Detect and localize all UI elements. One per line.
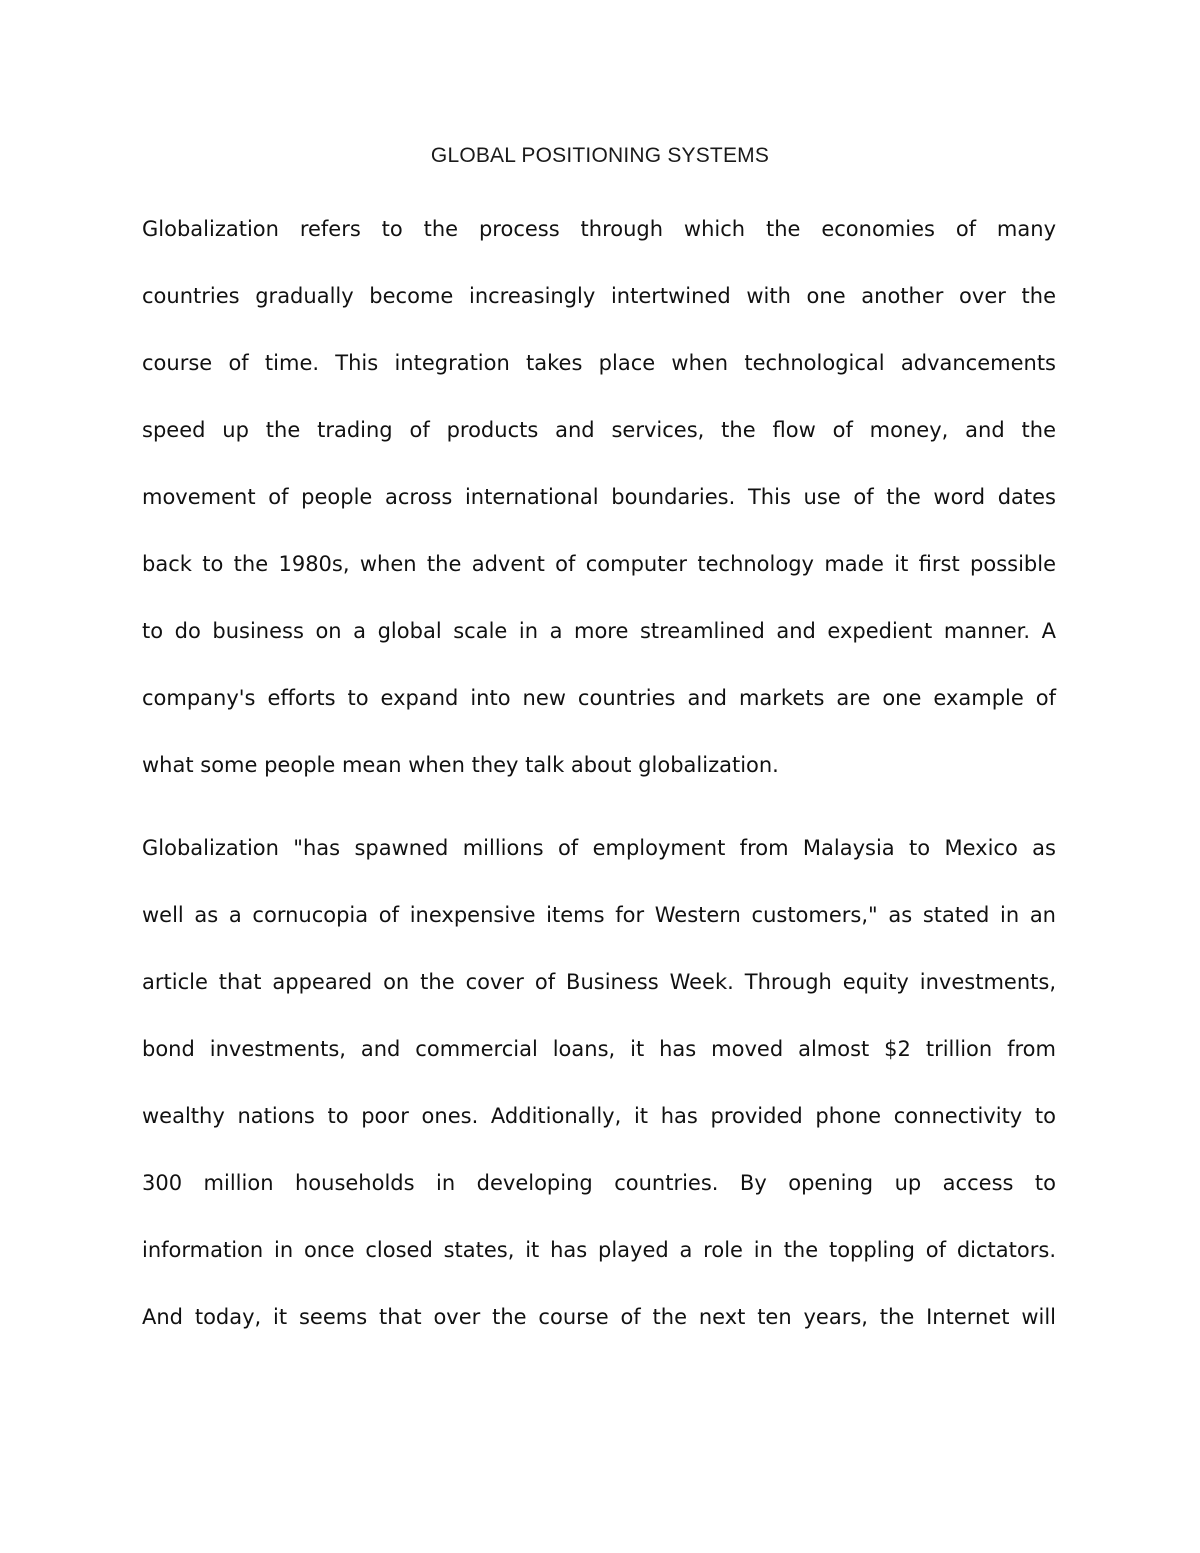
text-line: countries gradually become increasingly intertwined with one another over the [142,284,1056,308]
paragraph-1 [142,211,1056,814]
text-line: wealthy nations to poor ones. Additionally, it has provided phone connectivity to [142,1104,1056,1128]
document-body [142,211,1056,1366]
text-line: what some people mean when they talk about globalization. [142,753,779,777]
document-title: GLOBAL POSITIONING SYSTEMS [430,144,770,167]
text-line: bond investments, and commercial loans, it has moved almost $2 trillion from [142,1037,1056,1061]
text-line: article that appeared on the cover of Business Week. Through equity investments, [142,970,1056,994]
text-line: company's efforts to expand into new countries and markets are one example of [142,686,1056,710]
text-line: to do business on a global scale in a more streamlined and expedient manner. A [142,619,1056,643]
text-line: Globalization "has spawned millions of employment from Malaysia to Mexico as [142,836,1056,860]
text-line: 300 million households in developing countries. By opening up access to [142,1171,1056,1195]
text-line: speed up the trading of products and services, the flow of money, and the [142,418,1056,442]
text-line: well as a cornucopia of inexpensive items for Western customers," as stated in an [142,903,1056,927]
text-line: And today, it seems that over the course of the next ten years, the Internet will [142,1305,1056,1329]
paragraph-spacer [142,814,1056,830]
paragraph-2 [142,830,1056,1366]
text-line: information in once closed states, it has played a role in the toppling of dictators. [142,1238,1056,1262]
text-line: Globalization refers to the process through which the economies of many [142,217,1056,241]
text-line: back to the 1980s, when the advent of computer technology made it first possible [142,552,1056,576]
text-line: course of time. This integration takes place when technological advancements [142,351,1056,375]
text-line: movement of people across international boundaries. This use of the word dates [142,485,1056,509]
